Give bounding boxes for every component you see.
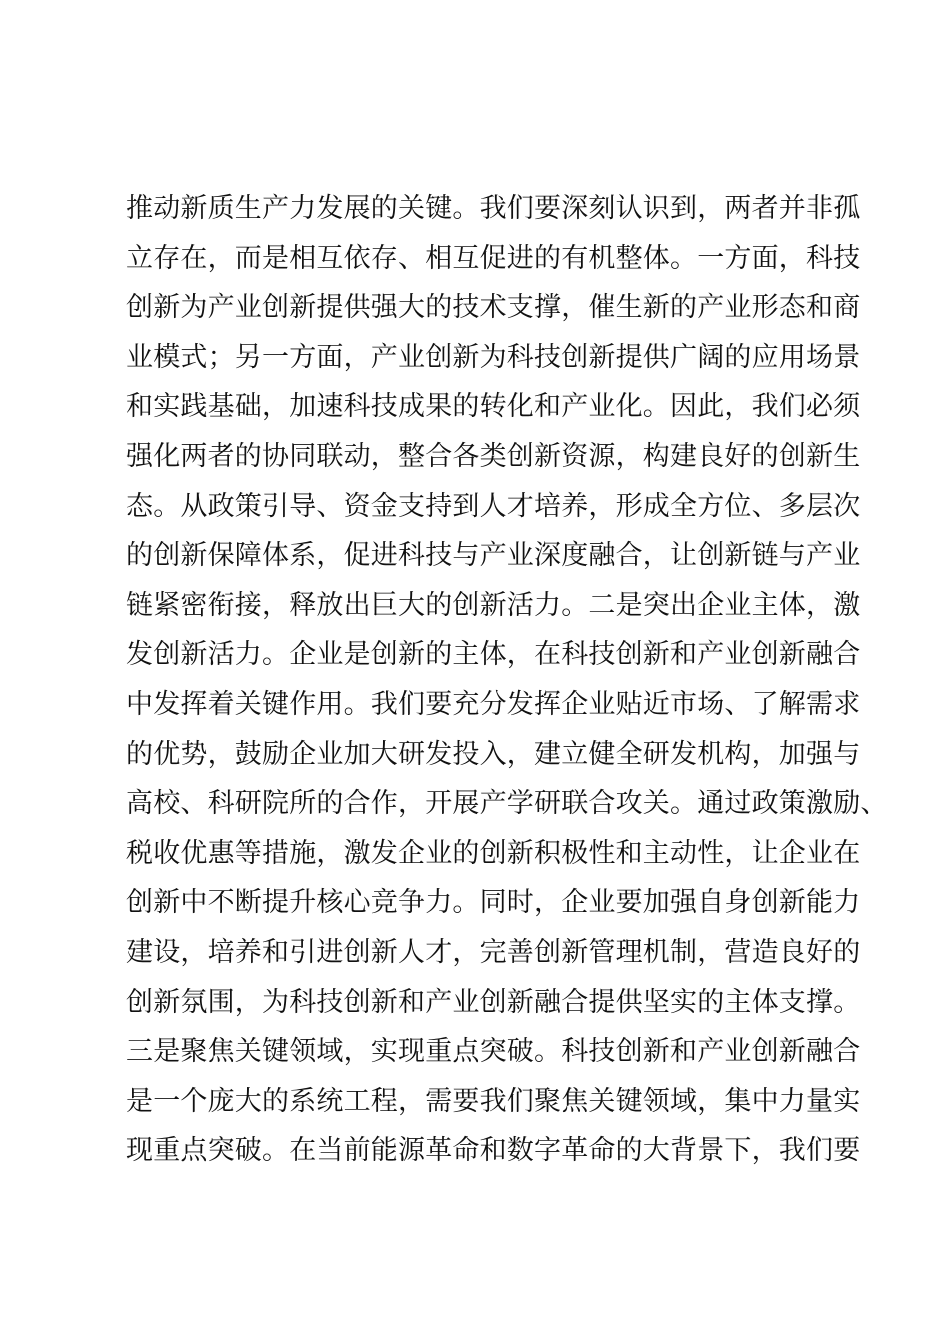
text-line-1: 推动新质生产力发展的关键。我们要深刻认识到，两者并非孤: [126, 193, 861, 224]
text-line-6: 强化两者的协同联动，整合各类创新资源，构建良好的创新生: [126, 440, 861, 472]
text-line-11: 中发挥着关键作用。我们要充分发挥企业贴近市场、了解需求: [126, 688, 861, 720]
text-line-15: 创新中不断提升核心竞争力。同时，企业要加强自身创新能力: [126, 887, 861, 919]
text-line-7: 态。从政策引导、资金支持到人才培养，形成全方位、多层次: [126, 490, 861, 522]
text-line-19: 是一个庞大的系统工程，需要我们聚焦关键领域，集中力量实: [126, 1085, 861, 1117]
text-line-8: 的创新保障体系，促进科技与产业深度融合，让创新链与产业: [126, 540, 861, 572]
text-line-3: 创新为产业创新提供强大的技术支撑，催生新的产业形态和商: [126, 292, 861, 324]
text-line-4: 业模式；另一方面，产业创新为科技创新提供广阔的应用场景: [126, 341, 861, 373]
text-line-12: 的优势，鼓励企业加大研发投入，建立健全研发机构，加强与: [126, 738, 861, 770]
text-line-18: 三是聚焦关键领域，实现重点突破。科技创新和产业创新融合: [126, 1036, 861, 1068]
text-line-5: 和实践基础，加速科技成果的转化和产业化。因此，我们必须: [126, 391, 861, 423]
text-line-20: 现重点突破。在当前能源革命和数字革命的大背景下，我们要: [126, 1135, 861, 1167]
text-line-14: 税收优惠等措施，激发企业的创新积极性和主动性，让企业在: [126, 837, 861, 869]
text-line-9: 链紧密衔接，释放出巨大的创新活力。二是突出企业主体，激: [126, 589, 861, 621]
text-line-10: 发创新活力。企业是创新的主体，在科技创新和产业创新融合: [126, 639, 861, 671]
text-line-17: 创新氛围，为科技创新和产业创新融合提供坚实的主体支撑。: [126, 986, 861, 1018]
text-line-2: 立存在，而是相互依存、相互促进的有机整体。一方面，科技: [126, 242, 861, 274]
text-line-16: 建设，培养和引进创新人才，完善创新管理机制，营造良好的: [126, 936, 861, 968]
text-line-13: 高校、科研院所的合作，开展产学研联合攻关。通过政策激励、: [126, 788, 888, 820]
body-text: [126, 184, 888, 1176]
